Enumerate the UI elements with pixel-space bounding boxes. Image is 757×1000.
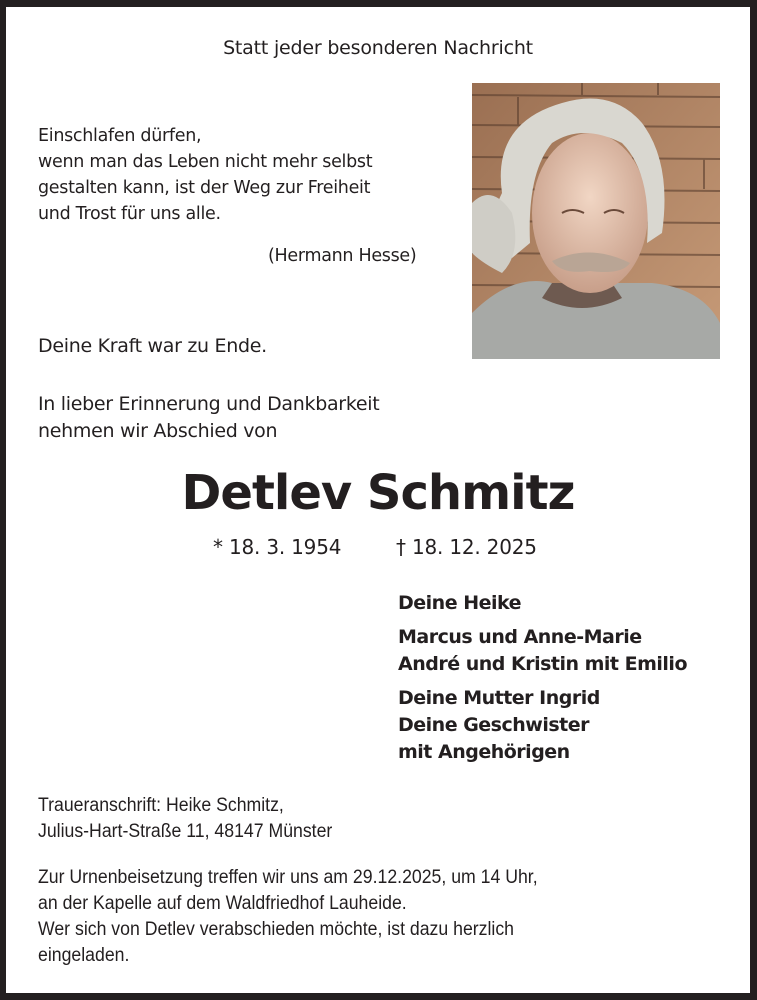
quote-line: gestalten kann, ist der Weg zur Freiheit <box>38 178 371 198</box>
portrait-photo <box>472 83 720 359</box>
mourner-line: Marcus und Anne-Marie <box>398 626 642 648</box>
deceased-name: Detlev Schmitz <box>181 465 575 521</box>
mourner-group <box>398 685 687 766</box>
burial-line: Zur Urnenbeisetzung treffen wir uns am 29.12.2025, um 14 Uhr, <box>38 867 538 888</box>
quote <box>38 123 372 227</box>
mourner-line: André und Kristin mit Emilio <box>398 653 687 675</box>
quote-line: Einschlafen dürfen, <box>38 126 202 146</box>
burial-info <box>38 865 538 969</box>
burial-line: Wer sich von Detlev verabschieden möchte, ist dazu herzlich <box>38 919 515 940</box>
quote-author: (Hermann Hesse) <box>268 246 417 266</box>
address-line: Traueranschrift: Heike Schmitz, <box>38 795 284 816</box>
farewell-line: nehmen wir Abschied von <box>38 420 278 442</box>
closing-phrase: Deine Kraft war zu Ende. <box>38 335 267 357</box>
mourner-line: Deine Heike <box>398 592 522 614</box>
death-date: † 18. 12. 2025 <box>396 535 537 559</box>
quote-line: und Trost für uns alle. <box>38 204 221 224</box>
obituary-notice <box>6 7 750 993</box>
mourner-line: mit Angehörigen <box>398 741 570 763</box>
mourner-line: Deine Geschwister <box>398 714 589 736</box>
mourners-list <box>398 590 687 773</box>
burial-line: eingeladen. <box>38 945 130 966</box>
address-line: Julius-Hart-Straße 11, 48147 Münster <box>38 821 333 842</box>
birth-date: * 18. 3. 1954 <box>213 535 342 559</box>
mourner-group <box>398 590 687 617</box>
farewell-line: In lieber Erinnerung und Dankbarkeit <box>38 393 380 415</box>
farewell-intro <box>38 391 379 445</box>
burial-line: an der Kapelle auf dem Waldfriedhof Lauheide. <box>38 893 407 914</box>
mourner-line: Deine Mutter Ingrid <box>398 687 600 709</box>
quote-line: wenn man das Leben nicht mehr selbst <box>38 152 373 172</box>
header-text: Statt jeder besonderen Nachricht <box>223 37 533 59</box>
mourner-group <box>398 624 687 678</box>
mourning-address <box>38 793 332 845</box>
